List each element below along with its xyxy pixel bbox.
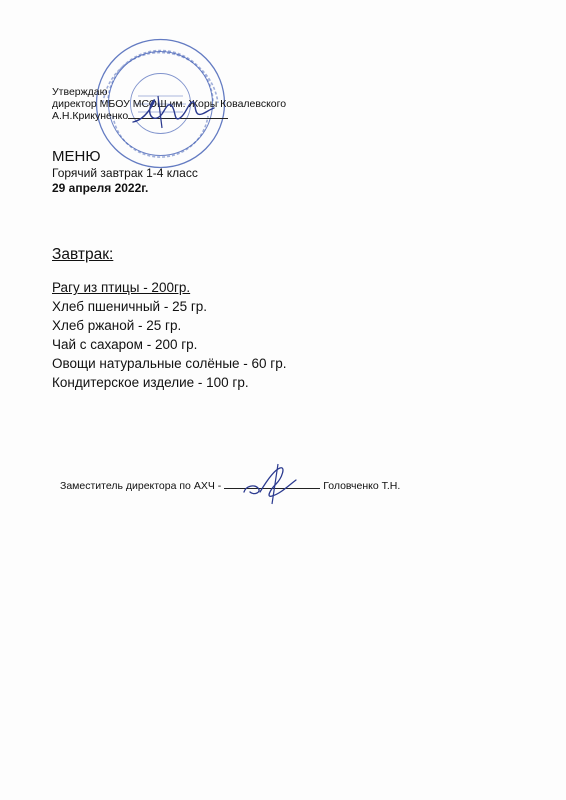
deputy-signature <box>236 462 306 506</box>
list-item: Кондитерское изделие - 100 гр. <box>52 375 249 390</box>
list-item: Хлеб пшеничный - 25 гр. <box>52 299 208 314</box>
breakfast-items <box>52 278 314 392</box>
list-item: Хлеб ржаной - 25 гр. <box>52 318 182 333</box>
menu-subtitle: Горячий завтрак 1-4 класс <box>52 166 198 180</box>
deputy-name: Головченко Т.Н. <box>323 480 401 492</box>
deputy-signature-row <box>60 479 400 493</box>
approval-name: А.Н.Крикуненко <box>52 110 129 122</box>
deputy-position: Заместитель директора по АХЧ - <box>60 480 222 492</box>
approval-director: директор МБОУ МСОШ им. Жоры Ковалевского <box>52 98 287 110</box>
breakfast-title: Завтрак: <box>52 246 114 263</box>
list-item: Чай с сахаром - 200 гр. <box>52 337 198 352</box>
menu-date: 29 апреля 2022г. <box>52 181 149 195</box>
list-item: Рагу из птицы - 200гр. <box>52 280 191 295</box>
approval-heading: Утверждаю <box>52 86 108 98</box>
director-signature <box>128 92 218 132</box>
list-item: Овощи натуральные солёные - 60 гр. <box>52 356 287 371</box>
menu-title: МЕНЮ <box>52 148 101 165</box>
